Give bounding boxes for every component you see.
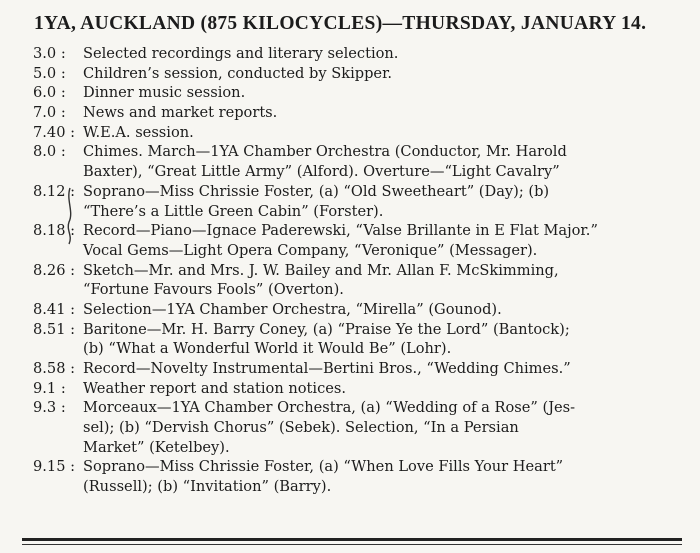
entry-time bbox=[33, 103, 83, 123]
entry-time-value: 9.3 bbox=[33, 399, 57, 417]
entry-line bbox=[0, 142, 700, 162]
entry-line bbox=[0, 221, 700, 241]
entry-text-continued: (b) “What a Wonderful World it Would Be” (Lohr). bbox=[83, 340, 452, 358]
programme-entry bbox=[0, 379, 700, 399]
entry-time bbox=[33, 142, 83, 162]
entry-line bbox=[0, 320, 700, 340]
entry-separator: : bbox=[70, 123, 76, 141]
entry-text: Record—Piano—Ignace Paderewski, “Valse Brillante in E Flat Major.” bbox=[83, 222, 598, 240]
entry-time-value: 3.0 bbox=[33, 45, 57, 62]
programme-entry bbox=[0, 261, 700, 300]
entry-text-continued: Baxter), “Great Little Army” (Alford). Overture—“Light Cavalry” bbox=[83, 163, 560, 181]
entry-text-continued: “There’s a Little Green Cabin” (Forster). bbox=[83, 202, 384, 220]
station-heading: 1YA, AUCKLAND (875 KILOCYCLES)—THURSDAY, JANUARY 14. bbox=[34, 13, 647, 34]
entry-time bbox=[33, 359, 83, 379]
programme-entry bbox=[0, 221, 700, 260]
entry-separator: : bbox=[60, 143, 66, 161]
entry-separator: : bbox=[60, 379, 66, 397]
entry-text: News and market reports. bbox=[83, 104, 278, 122]
entry-line bbox=[0, 241, 700, 261]
programme-entry bbox=[0, 142, 700, 181]
entry-text-continued: Market” (Ketelbey). bbox=[83, 438, 230, 456]
entry-text: Selection—1YA Chamber Orchestra, “Mirella” (Gounod). bbox=[83, 300, 502, 318]
entry-time bbox=[33, 44, 83, 64]
entry-line bbox=[0, 379, 700, 399]
programme-entry bbox=[0, 44, 700, 64]
entry-separator: : bbox=[70, 222, 76, 240]
entry-line bbox=[0, 64, 700, 84]
programme-entry bbox=[0, 103, 700, 123]
entry-text: Record—Novelty Instrumental—Bertini Bros., “Wedding Chimes.” bbox=[83, 360, 571, 377]
entry-time bbox=[33, 123, 83, 143]
entry-text: Weather report and station notices. bbox=[83, 379, 347, 397]
entry-time bbox=[33, 398, 83, 418]
entry-separator: : bbox=[60, 84, 66, 102]
entry-separator: : bbox=[70, 182, 76, 200]
programme-entry bbox=[0, 123, 700, 143]
programme-entry bbox=[0, 457, 700, 496]
entry-separator: : bbox=[60, 399, 66, 417]
programme-list bbox=[0, 44, 700, 497]
entry-time-value: 9.1 bbox=[33, 379, 57, 397]
entry-text: Chimes. March—1YA Chamber Orchestra (Conductor, Mr. Harold bbox=[83, 143, 567, 161]
entry-line bbox=[0, 418, 700, 438]
entry-line bbox=[0, 280, 700, 300]
entry-text-continued: sel); (b) “Dervish Chorus” (Sebek). Selection, “In a Persian bbox=[83, 419, 519, 437]
entry-text: Soprano—Miss Chrissie Foster, (a) “When Love Fills Your Heart” bbox=[83, 458, 564, 476]
entry-line bbox=[0, 162, 700, 182]
entry-text: Baritone—Mr. H. Barry Coney, (a) “Praise Ye the Lord” (Bantock); bbox=[83, 320, 570, 338]
entry-time bbox=[33, 221, 83, 241]
entry-time bbox=[33, 457, 83, 477]
entry-time-value: 8.0 bbox=[33, 143, 57, 161]
entry-line bbox=[0, 261, 700, 281]
entry-text-continued: “Fortune Favours Fools” (Overton). bbox=[83, 281, 344, 299]
entry-time-value: 6.0 bbox=[33, 84, 57, 102]
entry-line bbox=[0, 398, 700, 418]
entry-line bbox=[0, 123, 700, 143]
entry-time-value: 8.26 bbox=[33, 261, 66, 279]
entry-time-value: 8.18 bbox=[33, 222, 66, 240]
entry-text: Morceaux—1YA Chamber Orchestra, (a) “Wedding of a Rose” (Jes- bbox=[83, 399, 576, 417]
entry-line bbox=[0, 438, 700, 458]
entry-text: Children’s session, conducted by Skipper. bbox=[83, 64, 393, 82]
entry-time-value: 8.41 bbox=[33, 300, 66, 318]
entry-time bbox=[33, 379, 83, 399]
entry-separator: : bbox=[70, 320, 76, 338]
entry-separator: : bbox=[60, 45, 66, 62]
entry-text: Sketch—Mr. and Mrs. J. W. Bailey and Mr. Allan F. McSkimming, bbox=[83, 261, 559, 279]
entry-text-continued: Vocal Gems—Light Opera Company, “Veronique” (Messager). bbox=[83, 241, 538, 259]
entry-time-value: 9.15 bbox=[33, 458, 66, 476]
entry-time bbox=[33, 300, 83, 320]
entry-time-value: 7.40 bbox=[33, 123, 66, 141]
entry-text-continued: (Russell); (b) “Invitation” (Barry). bbox=[83, 478, 332, 496]
entry-time-value: 8.12 bbox=[33, 182, 66, 200]
entry-separator: : bbox=[70, 300, 76, 318]
programme-entry bbox=[0, 320, 700, 359]
entry-separator: : bbox=[70, 261, 76, 279]
programme-entry bbox=[0, 359, 700, 379]
entry-time bbox=[33, 64, 83, 84]
programme-entry bbox=[0, 300, 700, 320]
entry-separator: : bbox=[60, 64, 66, 82]
programme-entry bbox=[0, 64, 700, 84]
entry-time bbox=[33, 320, 83, 340]
entry-line bbox=[0, 103, 700, 123]
entry-line bbox=[0, 339, 700, 359]
entry-text: Selected recordings and literary selection. bbox=[83, 45, 399, 62]
entry-line bbox=[0, 359, 700, 379]
entry-time bbox=[33, 261, 83, 281]
entry-line bbox=[0, 44, 700, 64]
entry-time-value: 8.51 bbox=[33, 320, 66, 338]
entry-text: Soprano—Miss Chrissie Foster, (a) “Old Sweetheart” (Day); (b) bbox=[83, 182, 550, 200]
entry-separator: : bbox=[60, 104, 66, 122]
entry-time-value: 5.0 bbox=[33, 64, 57, 82]
entry-line bbox=[0, 83, 700, 103]
entry-line bbox=[0, 477, 700, 497]
entry-text: W.E.A. session. bbox=[83, 123, 194, 141]
entry-time bbox=[33, 83, 83, 103]
entry-time-value: 8.58 bbox=[33, 360, 66, 377]
bottom-rule bbox=[22, 538, 682, 541]
bottom-rule-thin bbox=[22, 544, 682, 545]
programme-entry bbox=[0, 398, 700, 457]
entry-line bbox=[0, 182, 700, 202]
entry-time-value: 7.0 bbox=[33, 104, 57, 122]
programme-entry bbox=[0, 83, 700, 103]
entry-line bbox=[0, 300, 700, 320]
entry-separator: : bbox=[70, 458, 76, 476]
entry-time bbox=[33, 182, 83, 202]
entry-separator: : bbox=[70, 360, 76, 377]
programme-entry bbox=[0, 182, 700, 221]
entry-line bbox=[0, 202, 700, 222]
entry-text: Dinner music session. bbox=[83, 84, 246, 102]
entry-line bbox=[0, 457, 700, 477]
